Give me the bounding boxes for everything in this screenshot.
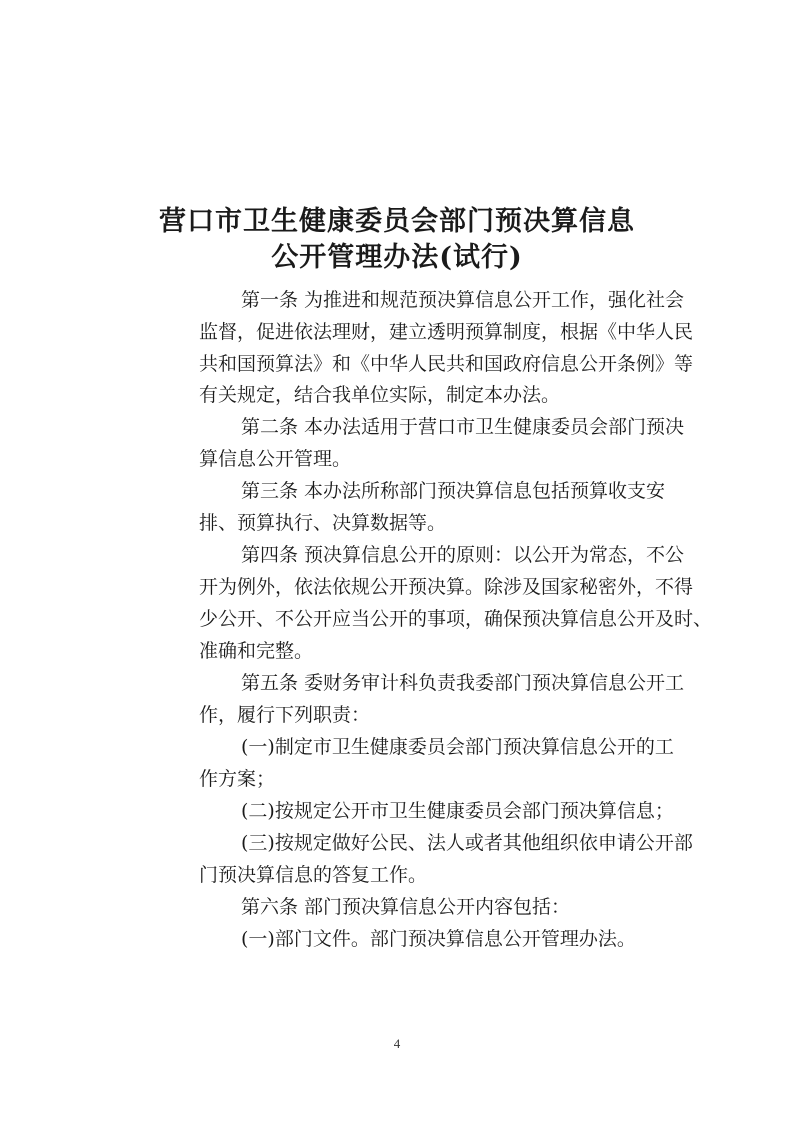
body-line: (二)按规定公开市卫生健康委员会部门预决算信息； [241,800,674,822]
body-line: 第一条 为推进和规范预决算信息公开工作，强化社会 [241,289,685,311]
body-line: 开为例外，依法依规公开预决算。除涉及国家秘密外，不得 [199,576,694,598]
body-line: 作方案； [199,768,276,790]
page-number: 4 [393,1036,401,1051]
document-title-line-2: 公开管理办法(试行) [271,242,523,273]
body-line: 监督，促进依法理财，建立透明预算制度，根据《中华人民 [199,321,694,343]
document-title-line-1: 营口市卫生健康委员会部门预决算信息 [159,206,635,237]
body-line: (一)制定市卫生健康委员会部门预决算信息公开的工 [241,736,674,758]
body-line: 作，履行下列职责： [199,704,371,726]
body-line: 第四条 预决算信息公开的原则：以公开为常态，不公 [241,544,685,566]
body-line: 排、预算执行、决算数据等。 [199,512,447,534]
body-line: (三)按规定做好公民、法人或者其他组织依申请公开部 [241,832,693,854]
body-line: 第二条 本办法适用于营口市卫生健康委员会部门预决 [241,416,685,438]
body-line: 第五条 委财务审计科负责我委部门预决算信息公开工 [241,672,685,694]
body-line: 少公开、不公开应当公开的事项，确保预决算信息公开及时、 [199,608,713,630]
body-line: 第六条 部门预决算信息公开内容包括： [241,896,571,918]
body-line: 第三条 本办法所称部门预决算信息包括预算收支安 [241,480,666,502]
body-line: (一)部门文件。部门预决算信息公开管理办法。 [241,928,636,950]
body-line: 门预决算信息的答复工作。 [199,864,428,886]
body-line: 准确和完整。 [199,640,314,662]
body-line: 算信息公开管理。 [199,448,352,470]
body-line: 共和国预算法》和《中华人民共和国政府信息公开条例》等 [199,353,694,375]
body-line: 有关规定，结合我单位实际，制定本办法。 [199,384,561,406]
